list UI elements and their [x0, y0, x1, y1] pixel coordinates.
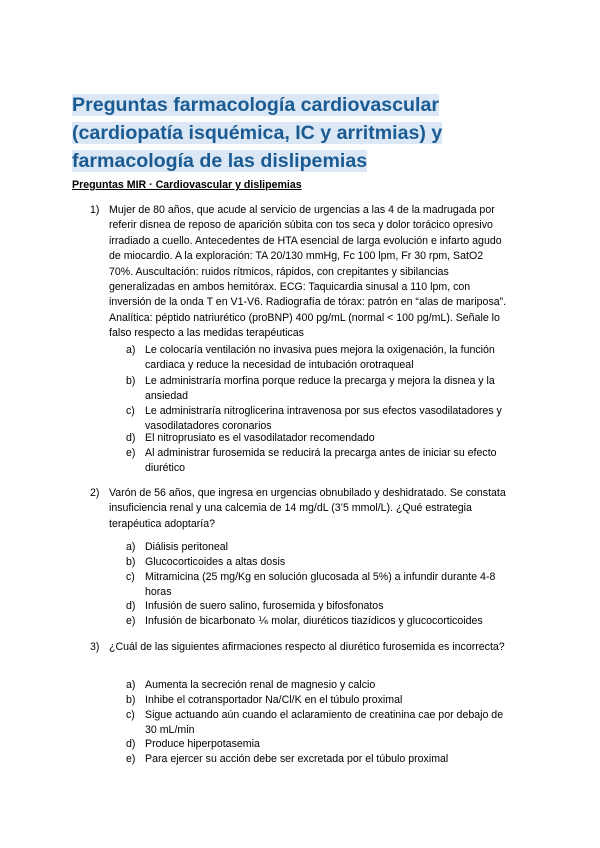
- question-1-option-d: [126, 431, 506, 446]
- question-text: Mujer de 80 años, que acude al servicio de urgencias a las 4 de la madrugada por referir disnea de reposo de aparición súbita con tos seca y dolor torácico opresivo irradiado a cuello. Antecedentes de HTA esencial de larga evolución e infarto agudo de miocardio. A la exploración: TA 20/130 mmHg, Fc 100 lpm, Fr 30 rpm, SatO2 70%. Auscultación: ruidos rítmicos, rápidos, con crepitantes y sibilancias generalizadas en ambos hemitórax. ECG: Taquicardia sinusal a 110 lpm, con inversión de la onda T en V1-V6. Radiografía de tórax: patrón en “alas de mariposa”. Analítica: péptido natriurético (proBNP) 400 pg/mL (normal < 100 pg/mL). Señale lo falso respecto a las medidas terapéuticas: [109, 204, 507, 340]
- question-3-option-c: [126, 708, 506, 739]
- question-1-option-a: [126, 343, 506, 374]
- option-text: Glucocorticoides a altas dosis: [145, 556, 286, 568]
- question-3-option-e: [126, 752, 506, 767]
- question-1: [90, 203, 510, 342]
- option-letter: a): [126, 679, 136, 691]
- option-text: Para ejercer su acción debe ser excretada por el túbulo proximal: [145, 753, 449, 765]
- option-letter: a): [126, 344, 136, 356]
- title-line: (cardiopatía isquémica, IC y arritmias) y: [72, 122, 443, 144]
- question-number: 2): [90, 487, 100, 499]
- question-number: 1): [90, 204, 100, 216]
- question-2-option-c: [126, 570, 506, 601]
- question-3: [90, 640, 510, 655]
- question-3-option-b: [126, 693, 506, 708]
- document-title: [72, 91, 472, 175]
- option-text: Al administrar furosemida se reducirá la precarga antes de iniciar su efecto diurético: [145, 447, 497, 475]
- option-letter: e): [126, 447, 136, 459]
- question-1-option-e: [126, 446, 506, 477]
- option-letter: c): [126, 405, 135, 417]
- option-text: Infusión de bicarbonato ⅙ molar, diuréticos tiazídicos y glucocorticoides: [145, 615, 483, 627]
- question-2-option-a: [126, 540, 506, 555]
- option-letter: b): [126, 556, 136, 568]
- question-text: Varón de 56 años, que ingresa en urgencias obnubilado y deshidratado. Se constata insuficiencia renal y una calcemia de 14 mg/dL (3’5 mmol/L). ¿Qué estrategia terapéutica adoptaría?: [109, 487, 506, 530]
- title-line: farmacología de las dislipemias: [72, 150, 368, 172]
- question-2-option-b: [126, 555, 506, 570]
- option-letter: d): [126, 738, 136, 750]
- option-letter: c): [126, 571, 135, 583]
- option-letter: d): [126, 600, 136, 612]
- option-letter: b): [126, 694, 136, 706]
- question-2-option-e: [126, 614, 506, 629]
- question-3-option-d: [126, 737, 506, 752]
- option-text: Diálisis peritoneal: [145, 541, 229, 553]
- option-text: Infusión de suero salino, furosemida y bifosfonatos: [145, 600, 384, 612]
- option-text: El nitroprusiato es el vasodilatador recomendado: [145, 432, 375, 444]
- question-1-option-b: [126, 374, 506, 405]
- question-text: ¿Cuál de las siguientes afirmaciones respecto al diurético furosemida es incorrecta?: [109, 641, 505, 653]
- option-letter: d): [126, 432, 136, 444]
- question-2: [90, 486, 510, 532]
- option-letter: e): [126, 753, 136, 765]
- question-3-option-a: [126, 678, 506, 693]
- question-number: 3): [90, 641, 100, 653]
- option-letter: e): [126, 615, 136, 627]
- title-line: Preguntas farmacología cardiovascular: [72, 94, 439, 116]
- option-text: Le colocaría ventilación no invasiva pues mejora la oxigenación, la función cardiaca y reduce la necesidad de intubación orotraqueal: [145, 344, 495, 372]
- option-text: Mitramicina (25 mg/Kg en solución glucosada al 5%) a infundir durante 4-8 horas: [145, 571, 496, 599]
- option-letter: a): [126, 541, 136, 553]
- section-subheading: Preguntas MIR · Cardiovascular y dislipemias: [72, 179, 302, 191]
- option-text: Produce hiperpotasemia: [145, 738, 260, 750]
- option-text: Le administraría nitroglicerina intravenosa por sus efectos vasodilatadores y vasodilatadores coronarios: [145, 405, 502, 433]
- option-letter: b): [126, 375, 136, 387]
- question-2-option-d: [126, 599, 506, 614]
- option-text: Sigue actuando aún cuando el aclaramiento de creatinina cae por debajo de 30 mL/min: [145, 709, 504, 737]
- option-letter: c): [126, 709, 135, 721]
- option-text: Inhibe el cotransportador Na/Cl/K en el túbulo proximal: [145, 694, 403, 706]
- option-text: Aumenta la secreción renal de magnesio y calcio: [145, 679, 376, 691]
- option-text: Le administraría morfina porque reduce la precarga y mejora la disnea y la ansiedad: [145, 375, 495, 403]
